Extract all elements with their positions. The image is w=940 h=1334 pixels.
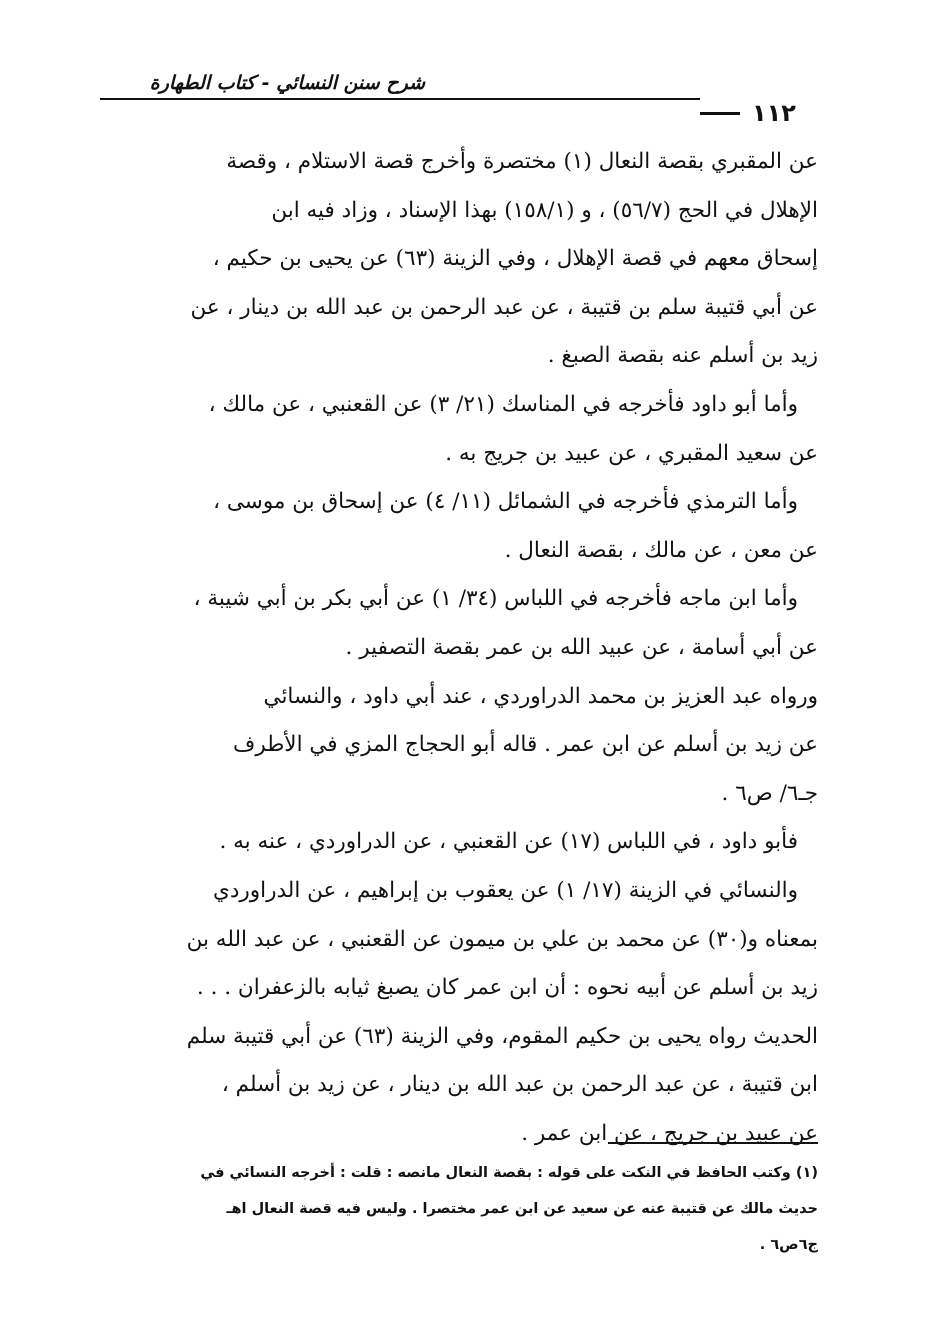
text-line: عن معن ، عن مالك ، بقصة النعال .	[504, 537, 818, 563]
text-line: عن سعيد المقبري ، عن عبيد بن جريج به .	[445, 440, 818, 466]
text-line: ورواه عبد العزيز بن محمد الدراوردي ، عند أبي داود ، والنسائي	[263, 683, 818, 709]
footnote-rule	[608, 1142, 818, 1144]
text-line: الإهلال في الحج (٥٦/٧) ، و (١٥٨/١) بهذا الإسناد ، وزاد فيه ابن	[271, 197, 818, 223]
text-line: والنسائي في الزينة (١٧/ ١) عن يعقوب بن إبراهيم ، عن الدراوردي	[212, 877, 798, 903]
footnote-line: (١) وكتب الحافظ في النكت على قوله : بقصة النعال مانصه : قلت : أخرجه النسائي في	[200, 1165, 818, 1181]
footnotes	[106, 1155, 818, 1263]
text-line: بمعناه و(٣٠) عن محمد بن علي بن ميمون عن القعنبي ، عن عبد الله بن	[186, 926, 818, 952]
text-line: عن زيد بن أسلم عن ابن عمر . قاله أبو الحجاج المزي في الأطرف	[233, 732, 818, 758]
text-line: فأبو داود ، في اللباس (١٧) عن القعنبي ، عن الدراوردي ، عنه به .	[219, 829, 798, 855]
footnote-line: حديث مالك عن قتيبة عنه عن سعيد عن ابن عمر مختصرا . وليس فيه قصة النعال اهـ	[226, 1201, 818, 1217]
text-line: جـ٦/ ص٦ .	[721, 780, 818, 806]
text-line: وأما أبو داود فأخرجه في المناسك (٢١/ ٣) عن القعنبي ، عن مالك ،	[208, 391, 798, 417]
running-title: شرح سنن النسائي - كتاب الطهارة	[149, 72, 425, 94]
text-line: عن المقبري بقصة النعال (١) مختصرة وأخرج قصة الاستلام ، وقصة	[226, 149, 818, 174]
text-line: زيد بن أسلم عن أبيه نحوه : أن ابن عمر كان يصبغ ثيابه بالزعفران . . .	[196, 975, 818, 1001]
text-line: وأما ابن ماجه فأخرجه في اللباس (٣٤/ ١) عن أبي بكر بن أبي شيبة ،	[193, 586, 798, 612]
text-line: الحديث رواه يحيى بن حكيم المقوم، وفي الزينة (٦٣) عن أبي قتيبة سلم	[186, 1023, 818, 1049]
text-line: عن أبي قتيبة سلم بن قتيبة ، عن عبد الرحمن بن عبد الله بن دينار ، عن	[190, 294, 818, 320]
footnote-line: ج٦ص٦ .	[759, 1237, 818, 1253]
text-line: عن عبيد بن جريج ، عن ابن عمر .	[521, 1120, 818, 1146]
text-line: عن أبي أسامة ، عن عبيد الله بن عمر بقصة التصفير .	[345, 634, 818, 660]
text-line: ابن قتيبة ، عن عبد الرحمن بن عبد الله بن دينار ، عن زيد بن أسلم ،	[221, 1072, 818, 1098]
main-text	[106, 138, 818, 1160]
page-number-dash	[700, 112, 740, 115]
text-line: وأما الترمذي فأخرجه في الشمائل (١١/ ٤) عن إسحاق بن موسى ،	[213, 489, 798, 515]
page-number: ١١٢	[752, 99, 796, 127]
text-line: زيد بن أسلم عنه بقصة الصبغ .	[547, 343, 818, 369]
page-number-block	[700, 96, 830, 130]
text-line: إسحاق معهم في قصة الإهلال ، وفي الزينة (٦٣) عن يحيى بن حكيم ،	[212, 246, 818, 272]
